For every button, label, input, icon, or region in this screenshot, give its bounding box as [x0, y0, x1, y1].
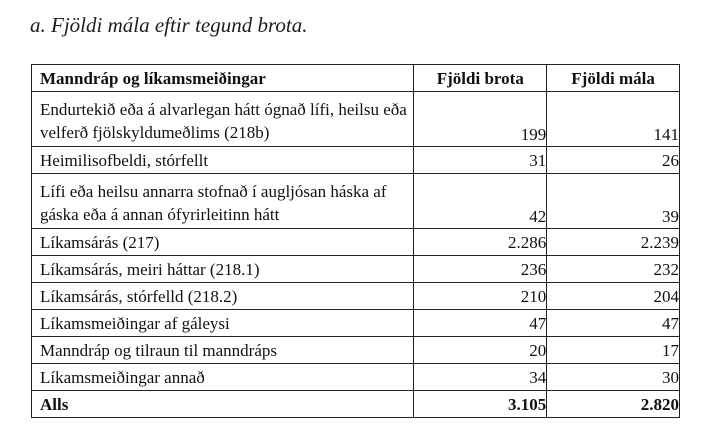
row-label: Lífi eða heilsu annarra stofnað í augljósan háska af gáska eða á annan ófyrirleitinn hátt	[32, 174, 414, 229]
row-label: Líkamsárás, meiri háttar (218.1)	[32, 256, 414, 283]
row-offences: 31	[414, 147, 547, 174]
row-label: Líkamsmeiðingar af gáleysi	[32, 310, 414, 337]
row-offences: 199	[414, 92, 547, 147]
row-cases: 17	[547, 337, 680, 364]
table-row	[32, 310, 680, 337]
row-label: Endurtekið eða á alvarlegan hátt ógnað lífi, heilsu eða velferð fjölskyldumeðlims (218b)	[32, 92, 414, 147]
total-label: Alls	[32, 391, 414, 418]
header-category: Manndráp og líkamsmeiðingar	[32, 65, 414, 92]
table-row	[32, 92, 680, 147]
offences-table	[31, 64, 680, 418]
row-offences: 20	[414, 337, 547, 364]
row-cases: 141	[547, 92, 680, 147]
table-row	[32, 147, 680, 174]
table-row	[32, 256, 680, 283]
row-cases: 204	[547, 283, 680, 310]
row-cases: 47	[547, 310, 680, 337]
row-offences: 236	[414, 256, 547, 283]
total-cases: 2.820	[547, 391, 680, 418]
row-label: Heimilisofbeldi, stórfellt	[32, 147, 414, 174]
table-header-row	[32, 65, 680, 92]
row-label: Líkamsmeiðingar annað	[32, 364, 414, 391]
row-cases: 30	[547, 364, 680, 391]
table-total-row	[32, 391, 680, 418]
table-row	[32, 283, 680, 310]
header-cases: Fjöldi mála	[547, 65, 680, 92]
table-row	[32, 229, 680, 256]
row-offences: 210	[414, 283, 547, 310]
row-cases: 39	[547, 174, 680, 229]
row-offences: 42	[414, 174, 547, 229]
row-offences: 34	[414, 364, 547, 391]
header-offences: Fjöldi brota	[414, 65, 547, 92]
table-row	[32, 337, 680, 364]
row-label: Líkamsárás (217)	[32, 229, 414, 256]
row-cases: 232	[547, 256, 680, 283]
table-row	[32, 174, 680, 229]
total-offences: 3.105	[414, 391, 547, 418]
table-row	[32, 364, 680, 391]
row-label: Líkamsárás, stórfelld (218.2)	[32, 283, 414, 310]
row-cases: 26	[547, 147, 680, 174]
table-caption: a. Fjöldi mála eftir tegund brota.	[30, 13, 308, 37]
row-offences: 47	[414, 310, 547, 337]
row-cases: 2.239	[547, 229, 680, 256]
row-offences: 2.286	[414, 229, 547, 256]
row-label: Manndráp og tilraun til manndráps	[32, 337, 414, 364]
